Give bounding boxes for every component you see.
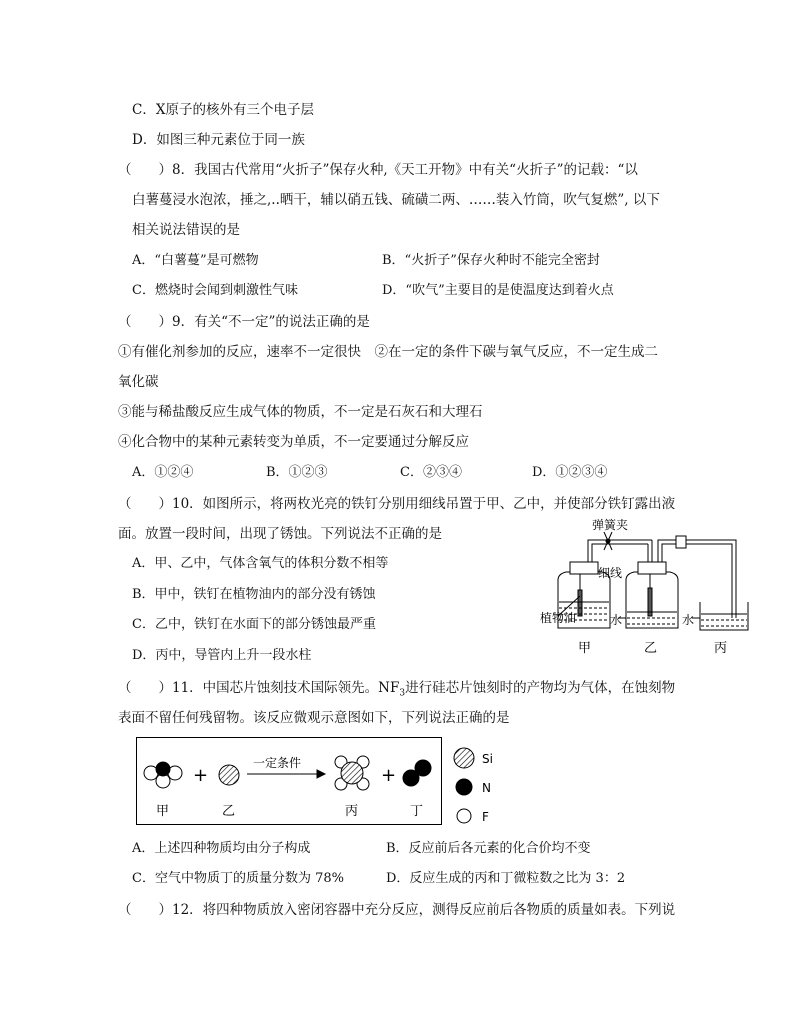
q11-option-c: C．空气中物质丁的质量分数为 78% bbox=[132, 871, 344, 886]
label-water-bing: 水 bbox=[682, 613, 695, 627]
q8-option-d: D．“吹气”主要目的是使温度达到着火点 bbox=[382, 283, 614, 298]
q8-option-b: B．“火折子”保存火种时不能完全密封 bbox=[382, 253, 600, 268]
q12-stem-line1: （ ）12．将四种物质放入密闭容器中充分反应，测得反应前后各物质的质量如表。下列说 bbox=[118, 902, 676, 918]
legend-f-icon bbox=[457, 809, 471, 823]
q9-statement-1-2: ①有催化剂参加的反应，速率不一定很快 ②在一定的条件下碳与氧气反应，不一定生成二 bbox=[118, 344, 658, 360]
legend-si-icon bbox=[454, 748, 474, 768]
legend-n-icon bbox=[456, 779, 472, 795]
q11-stem-pre: （ ）11．中国芯片蚀刻技术国际领先。NF bbox=[118, 680, 400, 696]
label-jia: 甲 bbox=[578, 641, 592, 656]
q7-option-c: C．X原子的核外有三个电子层 bbox=[132, 102, 314, 118]
q11-stem-line2: 表面不留任何残留物。该反应微观示意图如下，下列说法正确的是 bbox=[118, 710, 510, 726]
q10-option-d: D．丙中，导管内上升一段水柱 bbox=[132, 648, 312, 663]
q8-option-c: C．燃烧时会闻到刺激性气味 bbox=[132, 283, 298, 298]
label-bing: 丙 bbox=[345, 804, 359, 819]
atom-legend bbox=[450, 736, 510, 832]
legend-f: F bbox=[482, 810, 489, 824]
q9-option-a: A．①②④ bbox=[132, 465, 194, 480]
legend-si: Si bbox=[482, 752, 493, 766]
plus-1: + bbox=[193, 765, 209, 786]
q11-option-d: D．反应生成的丙和丁微粒数之比为 3：2 bbox=[386, 871, 626, 886]
q10-stem-line2: 面。放置一段时间，出现了锈蚀。下列说法不正确的是 bbox=[118, 526, 442, 542]
q10-option-b: B．甲中，铁钉在植物油内的部分没有锈蚀 bbox=[132, 587, 376, 602]
q9-stem: （ ）9．有关“不一定”的说法正确的是 bbox=[118, 314, 370, 330]
arrow-condition: 一定条件 bbox=[253, 756, 302, 770]
spring-clip-icon bbox=[604, 532, 612, 550]
label-clamp: 弹簧夹 bbox=[592, 518, 629, 532]
q9-statement-3: ③能与稀盐酸反应生成气体的物质，不一定是石灰石和大理石 bbox=[118, 404, 483, 420]
q9-option-c: C．②③④ bbox=[400, 465, 462, 480]
reaction-diagram-box bbox=[136, 737, 442, 825]
label-oil: 植物油 bbox=[540, 611, 577, 625]
q11-subscript: 3 bbox=[399, 688, 406, 699]
q8-stem-line3: 相关说法错误的是 bbox=[132, 222, 240, 238]
q8-option-a: A．“白薯蔓”是可燃物 bbox=[132, 253, 259, 268]
q11-stem-post: 进行硅芯片蚀刻时的产物均为气体，在蚀刻物 bbox=[405, 680, 676, 696]
plus-2: + bbox=[381, 765, 397, 786]
label-yi: 乙 bbox=[222, 804, 236, 819]
q11-option-a: A．上述四种物质均由分子构成 bbox=[132, 841, 311, 856]
label-ding: 丁 bbox=[410, 804, 424, 819]
q10-option-a: A．甲、乙中，气体含氧气的体积分数不相等 bbox=[132, 556, 389, 571]
q11-stem-line1 bbox=[118, 678, 675, 704]
q10-stem-line1: （ ）10．如图所示，将两枚光亮的铁钉分别用细线吊置于甲、乙中，并使部分铁钉露出液 bbox=[118, 496, 676, 512]
label-jia: 甲 bbox=[156, 804, 170, 819]
legend-n: N bbox=[482, 781, 491, 795]
q9-option-b: B．①②③ bbox=[266, 465, 328, 480]
q11-option-b: B．反应前后各元素的化合价均不变 bbox=[386, 841, 591, 856]
q7-option-d: D．如图三种元素位于同一族 bbox=[132, 132, 305, 148]
label-yi: 乙 bbox=[644, 641, 658, 656]
label-water-yi: 水 bbox=[610, 613, 623, 627]
rusting-apparatus-figure bbox=[540, 518, 752, 662]
q9-statement-4: ④化合物中的某种元素转变为单质，不一定要通过分解反应 bbox=[118, 434, 469, 450]
q8-stem-line2: 白薯蔓浸水泡浓，捶之,..晒干，辅以硝五钱、硫磺二两、……装入竹筒，吹气复燃”, 以下 bbox=[132, 192, 660, 208]
q9-statement-2-wrap: 氧化碳 bbox=[118, 374, 159, 390]
label-thread: 细线 bbox=[598, 566, 623, 580]
q8-stem-line1: （ ）8．我国古代常用“火折子”保存火种,《天工开物》中有关“火折子”的记载：“以 bbox=[118, 162, 638, 178]
reaction-diagram bbox=[137, 738, 441, 824]
q9-option-d: D．①②③④ bbox=[532, 465, 608, 480]
q10-option-c: C．乙中，铁钉在水面下的部分锈蚀最严重 bbox=[132, 617, 376, 632]
label-bing: 丙 bbox=[714, 641, 728, 656]
